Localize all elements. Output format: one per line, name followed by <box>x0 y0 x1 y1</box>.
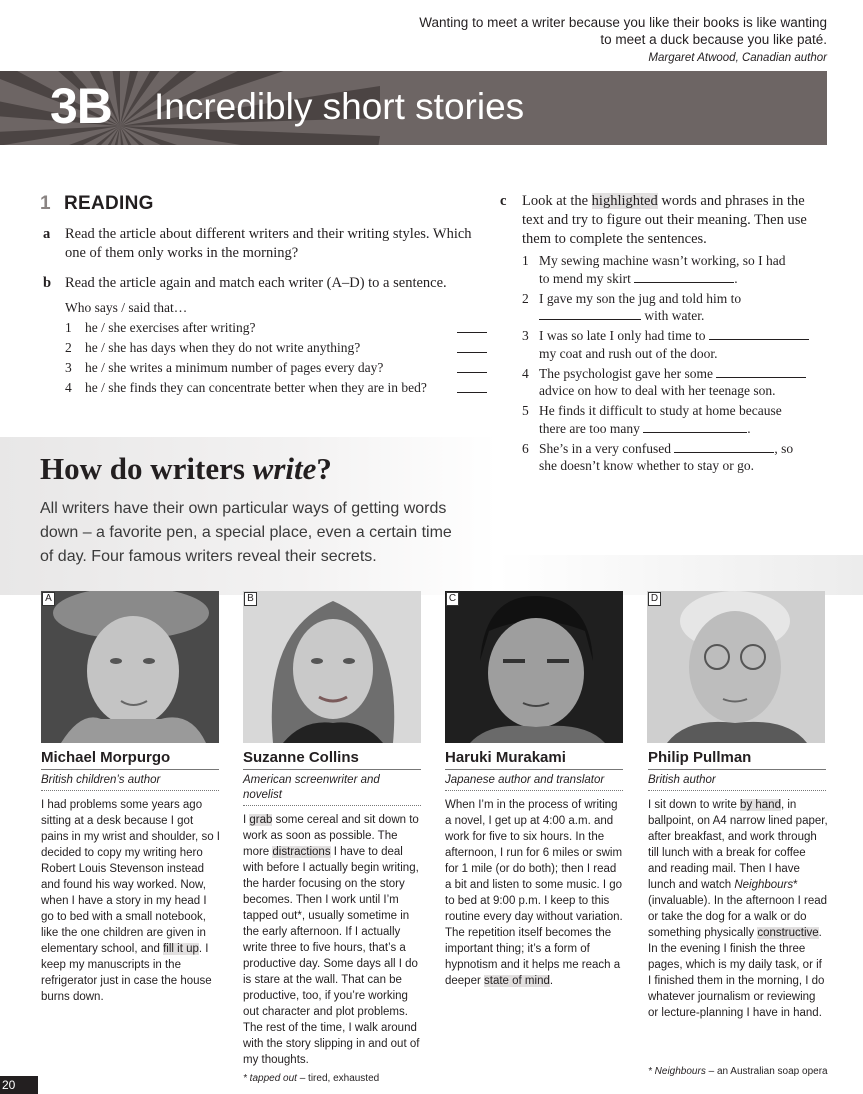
epigraph-quote: Wanting to meet a writer because you like their books is like wanting to meet a duck because you like paté. <box>419 15 827 47</box>
divider <box>445 769 623 770</box>
divider <box>41 769 219 770</box>
writer-role: British author <box>648 774 716 786</box>
answer-blank[interactable] <box>634 270 734 283</box>
divider <box>648 790 826 791</box>
list-item: 2 I gave my son the jug and told him to with water. <box>522 290 742 323</box>
writer-tag: D <box>648 592 661 606</box>
task-c-label: c <box>500 193 507 209</box>
task-b-text: Read the article again and match each writer (A–D) to a sentence. <box>65 275 447 291</box>
unit-title: Incredibly short stories <box>154 86 525 127</box>
writer-tag: A <box>42 592 55 606</box>
answer-blank[interactable] <box>674 440 774 453</box>
list-item: 1 My sewing machine wasn’t working, so I had to mend my skirt . <box>522 253 786 286</box>
task-c-text: Look at the highlighted words and phrases in the text and try to figure out their meaning. Then use them to complete the sentences. <box>522 193 807 247</box>
task-a-text: Read the article about different writers and their writing styles. Which one of them only works in the morning? <box>65 226 472 261</box>
list-item: 2 he / she has days when they do not write anything? <box>65 338 487 358</box>
answer-blank[interactable] <box>716 365 806 378</box>
quote-author: Margaret Atwood, Canadian author <box>648 52 827 64</box>
list-item: 4 he / she finds they can concentrate better when they are in bed? <box>65 378 487 398</box>
list-item: 6 She’s in a very confused , so she doesn’t know whether to stay or go. <box>522 440 794 473</box>
writer-photo-d <box>647 591 825 743</box>
list-item: 1 he / she exercises after writing? <box>65 318 487 338</box>
task-b-label: b <box>43 275 52 291</box>
list-item: 5 He finds it difficult to study at home because there are too many . <box>522 403 782 436</box>
task-c-list <box>522 252 822 475</box>
writer-text: I grab some cereal and sit down to work as soon as possible. The more distractions I have to deal with before I actually begin writing, the harder focusing on the story becomes. Then I work until I’m tapped out*, usually sometime in the early afternoon. If I actually write three to five hours, that’s a productive day. Some days all I do is stare at the wall. That can be productive, too, if you’re working out character and plot problems. The rest of the time, I walk around with the story slipping in and out of my thoughts. <box>243 814 420 1066</box>
portrait-image <box>41 591 219 743</box>
answer-blank[interactable] <box>709 327 809 340</box>
divider <box>243 805 421 806</box>
writer-tag: C <box>446 592 459 606</box>
task-b-intro: Who says / said that… <box>65 300 188 315</box>
writer-photo-a <box>41 591 219 743</box>
writer-role: American screenwriter and novelist <box>243 774 380 801</box>
divider <box>243 769 421 770</box>
footnote: * tapped out – tired, exhausted <box>243 1073 380 1084</box>
writer-tag: B <box>244 592 257 606</box>
writer-name: Michael Morpurgo <box>41 749 171 766</box>
section-number: 1 <box>40 193 51 214</box>
section-heading: READING <box>64 193 154 214</box>
divider <box>445 790 623 791</box>
writer-name: Philip Pullman <box>648 749 752 766</box>
divider <box>41 790 219 791</box>
portrait-image <box>445 591 623 743</box>
writer-name: Suzanne Collins <box>243 749 359 766</box>
answer-blank[interactable] <box>457 320 487 333</box>
article-subtitle: All writers have their own particular ways of getting words down – a favorite pen, a special place, even a certain time of day. Four famous writers reveal their secrets. <box>40 500 452 565</box>
writer-photo-c <box>445 591 623 743</box>
writer-name: Haruki Murakami <box>445 749 566 766</box>
answer-blank[interactable] <box>539 307 641 320</box>
list-item: 4 The psychologist gave her some advice on how to deal with her teenage son. <box>522 365 822 400</box>
answer-blank[interactable] <box>457 340 487 353</box>
writer-role: British children’s author <box>41 774 161 786</box>
article-header-background <box>497 555 863 595</box>
writer-text: I had problems some years ago sitting at a desk because I got pains in my wrist and shoulder, so I decided to copy my writing hero Robert Louis Stevenson instead and found his way worked. Now, when I have a story in my head I go to bed with a small notebook, like the one children are given in elementary school, and fill it up. I keep my manuscripts in the refrigerator just in case the house burns down. <box>41 799 220 1003</box>
footnote: * Neighbours – an Australian soap opera <box>648 1066 828 1077</box>
portrait-image <box>243 591 421 743</box>
answer-blank[interactable] <box>457 380 487 393</box>
writer-photo-b <box>243 591 421 743</box>
writer-text: When I’m in the process of writing a novel, I get up at 4:00 a.m. and work for five to six hours. In the afternoon, I run for 6 miles or swim for 1 mile (or do both); then I read a bit and listen to some music. I go to bed at 9:00 p.m. I keep to this routine every day without variation. The repetition itself becomes the important thing; it’s a form of hypnotism and it helps me reach a deeper state of mind. <box>445 799 623 987</box>
answer-blank[interactable] <box>457 360 487 373</box>
list-item: 3 he / she writes a minimum number of pages every day? <box>65 358 487 378</box>
writer-role: Japanese author and translator <box>445 774 605 786</box>
divider <box>648 769 826 770</box>
task-a-label: a <box>43 226 51 242</box>
portrait-image <box>647 591 825 743</box>
list-item: 3 I was so late I only had time to my coat and rush out of the door. <box>522 327 822 362</box>
answer-blank[interactable] <box>643 420 747 433</box>
writer-text: I sit down to write by hand, in ballpoint, on A4 narrow lined paper, after breakfast, and work through till lunch with a break for coffee and reading mail. Then I have lunch and watch Neighbours* (invaluable). In the afternoon I read or take the dog for a walk or do something physically constructive. In the evening I finish the three pages, which is my daily task, or if I finished them in the morning, I do whatever journalism or reviewing or lecture-planning I have in hand. <box>648 799 828 1019</box>
page-number: 20 <box>0 1076 38 1094</box>
unit-number: 3B <box>50 78 112 134</box>
task-b-list <box>65 318 487 398</box>
article-title: How do writers write? <box>40 451 332 486</box>
